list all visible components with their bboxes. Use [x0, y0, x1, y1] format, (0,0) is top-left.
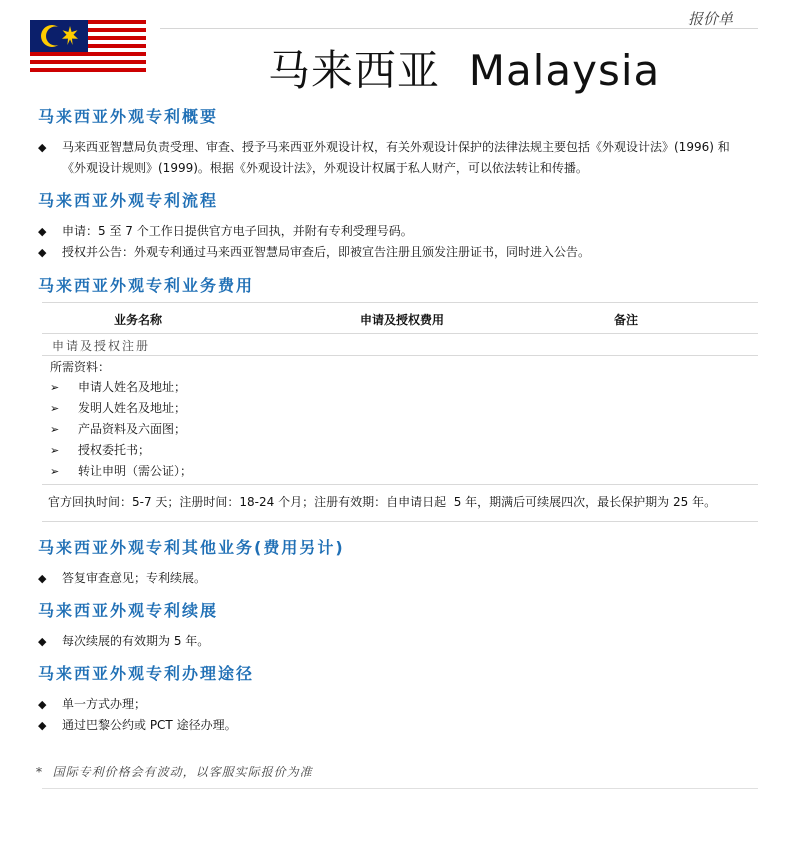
table-rule — [42, 484, 758, 485]
arrow-bullet-icon: ➢ — [50, 423, 60, 436]
section-heading-process: 马来西亚外观专利流程 — [38, 191, 219, 210]
timeline-text: 官方回执时间：5-7 天；注册时间：18-24 个月；注册有效期：自申请日起 5 年，期满后可续展四次，最长保护期为 25 年。 — [48, 495, 717, 509]
diamond-bullet-icon: ◆ — [38, 225, 47, 238]
section-heading-renewal: 马来西亚外观专利续展 — [38, 601, 219, 620]
arrow-bullet-icon: ➢ — [50, 465, 60, 478]
arrow-bullet-icon: ➢ — [50, 402, 60, 415]
diamond-bullet-icon: ◆ — [38, 698, 47, 711]
requirements-title: 所需资料： — [50, 360, 111, 374]
table-rule — [42, 521, 758, 522]
table-rule — [42, 302, 758, 303]
page-title: 马来西亚 Malaysia — [268, 46, 661, 95]
section-heading-overview: 马来西亚外观专利概要 — [38, 107, 219, 126]
arrow-bullet-icon: ➢ — [50, 381, 60, 394]
quote-label: 报价单 — [688, 10, 734, 28]
diamond-bullet-icon: ◆ — [38, 141, 47, 154]
requirement-item: ➢ 转让申明（需公证）； — [50, 462, 192, 481]
requirement-item: ➢ 发明人姓名及地址； — [50, 399, 186, 418]
header-rule — [160, 28, 758, 29]
table-header-service: 业务名称 — [114, 313, 163, 327]
requirement-item: ➢ 授权委托书； — [50, 441, 150, 460]
table-header-fee: 申请及授权费用 — [360, 313, 445, 327]
arrow-bullet-icon: ➢ — [50, 444, 60, 457]
diamond-bullet-icon: ◆ — [38, 246, 47, 259]
requirement-item: ➢ 申请人姓名及地址； — [50, 378, 186, 397]
diamond-bullet-icon: ◆ — [38, 719, 47, 732]
section-heading-channels: 马来西亚外观专利办理途径 — [38, 664, 255, 683]
malaysia-flag-icon — [30, 20, 146, 76]
table-header-note: 备注 — [614, 313, 639, 327]
diamond-bullet-icon: ◆ — [38, 635, 47, 648]
table-rule — [42, 355, 758, 356]
table-rule — [42, 333, 758, 334]
diamond-bullet-icon: ◆ — [38, 572, 47, 585]
section-heading-fees: 马来西亚外观专利业务费用 — [38, 276, 255, 295]
footer-rule — [42, 788, 758, 789]
table-row-label: 申请及授权注册 — [52, 339, 151, 353]
footnote: * 国际专利价格会有波动，以客服实际报价为准 — [36, 765, 313, 779]
section-heading-other: 马来西亚外观专利其他业务(费用另计) — [38, 538, 345, 557]
requirement-item: ➢ 产品资料及六面图； — [50, 420, 186, 439]
